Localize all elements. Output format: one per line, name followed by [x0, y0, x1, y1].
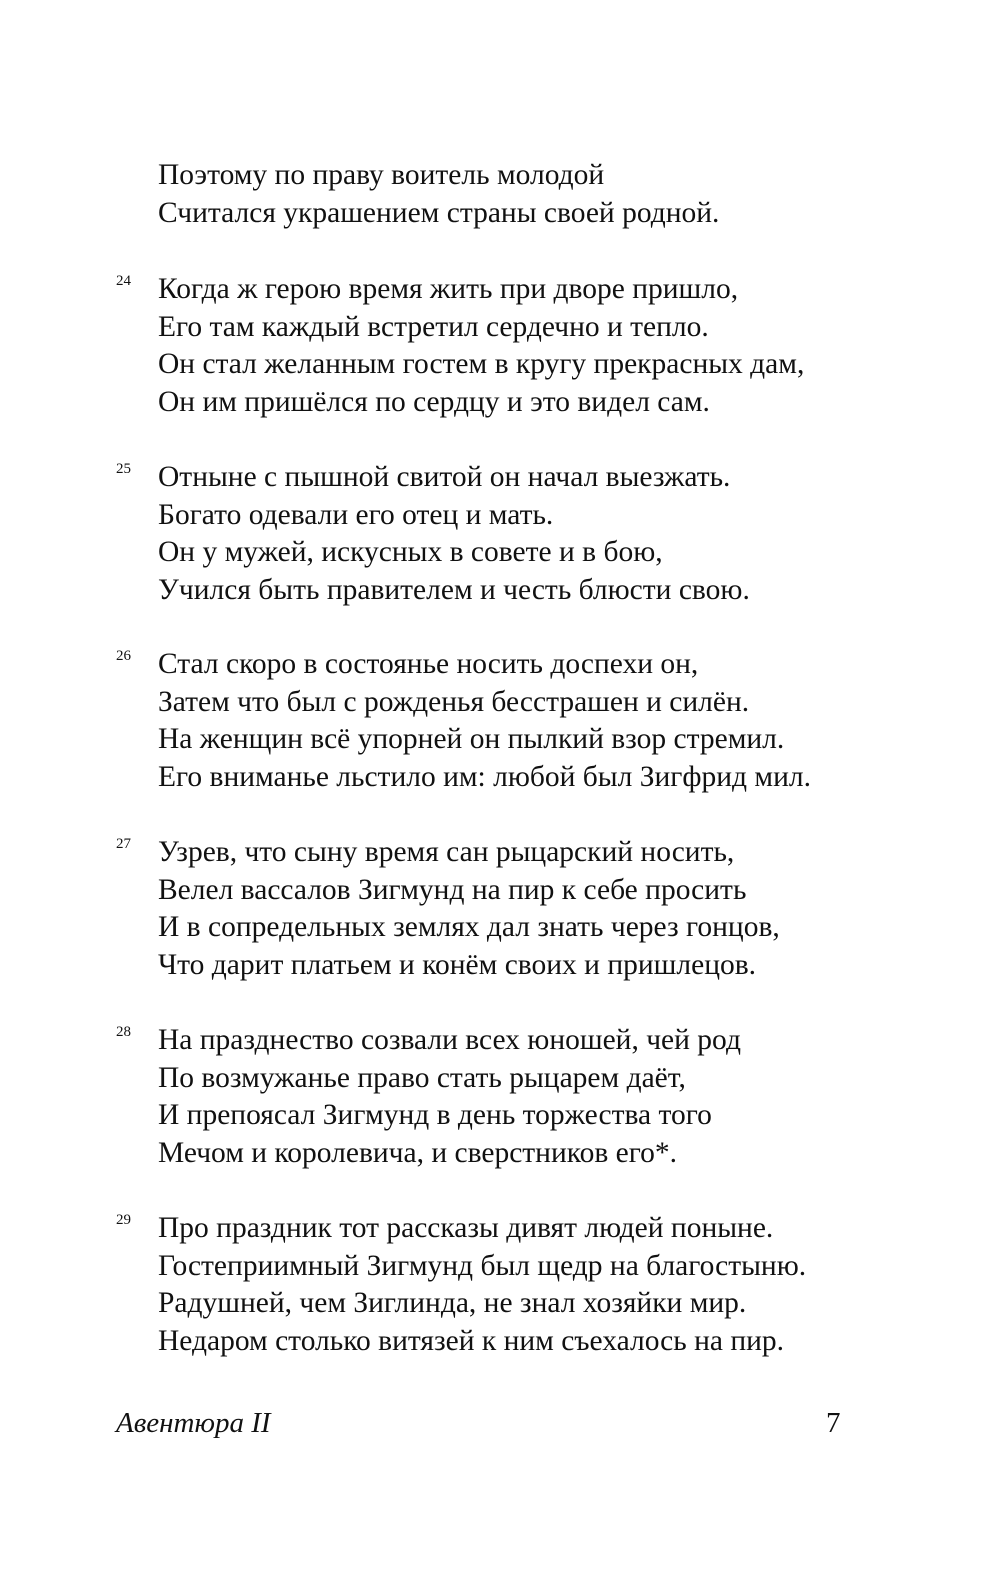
verse-line: Он у мужей, искусных в совете и в бою, — [158, 536, 663, 569]
verse-line: И препоясал Зигмунд в день торжества того — [158, 1099, 712, 1132]
verse-line: Его вниманье льстило им: любой был Зигфрид мил. — [158, 760, 811, 793]
verse-line: На женщин всё упорней он пылкий взор стремил. — [158, 723, 785, 756]
stanza-25 — [116, 459, 878, 609]
verse-line: И в сопредельных землях дал знать через гонцов, — [158, 911, 780, 944]
stanza-27 — [116, 834, 878, 984]
verse-line: На празднество созвали всех юношей, чей род — [158, 1024, 741, 1056]
verse-line: Недаром столько витязей к ним съехалось на пир. — [158, 1324, 785, 1357]
verse-line: Он им пришёлся по сердцу и это видел сам. — [158, 385, 710, 418]
verse-line: Гостеприимный Зигмунд был щедр на благостыню. — [158, 1249, 807, 1282]
verse-line: Поэтому по праву воитель молодой — [158, 159, 605, 191]
stanza-29 — [116, 1210, 878, 1360]
verse-line: Богато одевали его отец и мать. — [158, 498, 554, 531]
stanza-number: 26 — [116, 648, 131, 664]
stanza-continuation — [158, 157, 878, 232]
stanza-26 — [116, 646, 878, 796]
verse-line: Он стал желанным гостем в кругу прекрасных дам, — [158, 348, 805, 381]
verse-line: Его там каждый встретил сердечно и тепло. — [158, 310, 709, 343]
stanza-number: 28 — [116, 1024, 131, 1040]
verse-line: Мечом и королевича, и сверстников его*. — [158, 1136, 677, 1169]
verse-line: Что дарит платьем и конём своих и пришлецов. — [158, 948, 757, 981]
verse-line: Когда ж герою время жить при дворе пришло, — [158, 273, 739, 305]
verse-line: Учился быть правителем и честь блюсти свою. — [158, 573, 750, 606]
stanza-number: 25 — [116, 461, 131, 477]
verse-line: Про праздник тот рассказы дивят людей поныне. — [158, 1212, 774, 1244]
stanza-24 — [116, 271, 878, 421]
verse-line: Затем что был с рожденья бесстрашен и силён. — [158, 685, 750, 718]
verse-line: Считался украшением страны своей родной. — [158, 196, 720, 229]
stanza-number: 24 — [116, 273, 131, 289]
stanza-number: 29 — [116, 1212, 131, 1228]
verse-line: Радушней, чем Зиглинда, не знал хозяйки мир. — [158, 1287, 747, 1320]
verse-line: Отныне с пышной свитой он начал выезжать. — [158, 461, 731, 493]
verse-line: По возмужанье право стать рыцарем даёт, — [158, 1061, 686, 1094]
verse-line: Стал скоро в состоянье носить доспехи он, — [158, 648, 699, 680]
verse-line: Узрев, что сыну время сан рыцарский носить, — [158, 836, 735, 868]
running-footer-title: Авентюра II — [116, 1407, 271, 1439]
stanza-number: 27 — [116, 836, 131, 852]
verse-line: Велел вассалов Зигмунд на пир к себе просить — [158, 873, 747, 906]
page-number: 7 — [826, 1407, 841, 1439]
stanza-28 — [116, 1022, 878, 1172]
